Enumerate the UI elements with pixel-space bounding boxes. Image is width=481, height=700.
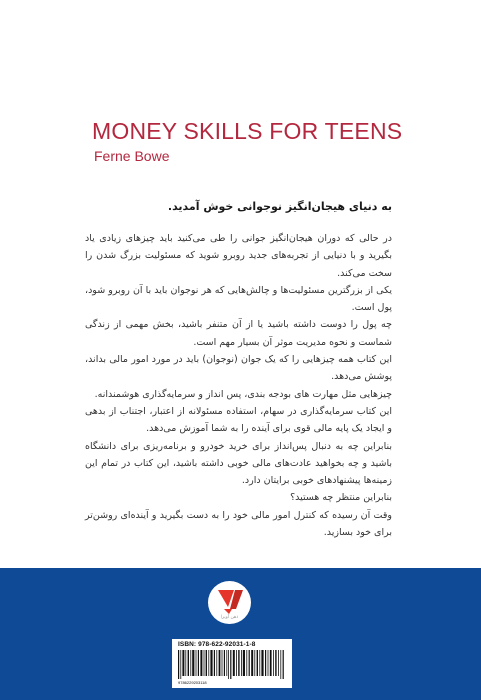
barcode-bars — [178, 650, 286, 679]
blurb-heading: به دنیای هیجان‌انگیز نوجوانی خوش آمدید. — [167, 200, 392, 213]
blurb-paragraph: وقت آن رسیده که کنترل امور مالی خود را به دست بگیرید و آینده‌ای روشن‌تر برای خود بسازید. — [85, 509, 392, 539]
blurb-paragraph: این کتاب همه چیزهایی را که یک جوان (نوجوان) باید در مورد امور مالی بداند، پوشش می‌دهد. — [85, 354, 392, 383]
blurb-paragraph: این کتاب سرمایه‌گذاری در سهام، استفاده مسئولانه از اعتبار، اجتناب از بدهی و ایجاد یک پایه مالی قوی برای آینده را به شما آموزش می‌دهد. — [85, 405, 392, 435]
blurb-paragraph: در حالی که دوران هیجان‌انگیز جوانی را طی می‌کنید باید چیزهای زیادی یاد بگیرید و با دنیایی از تجربه‌های جدید روبرو شوید که مسئولیت بزرگ شدن را سخت می‌کند. — [85, 233, 392, 279]
blurb-paragraph: یکی از بزرگترین مسئولیت‌ها و چالش‌هایی که هر نوجوان باید با آن روبرو شود، پول است. — [85, 284, 392, 314]
barcode — [172, 639, 292, 688]
blurb-paragraph: چه پول را دوست داشته باشید یا از آن متنفر باشید، بخش مهمی از زندگی شماست و نحوه مدیریت موثر آن بسیار مهم است. — [85, 319, 392, 348]
book-author: Ferne Bowe — [94, 148, 170, 164]
isbn-label: ISBN: 978-622-92031-1-8 — [178, 641, 256, 648]
blurb-paragraph: بنابراین منتظر چه هستید؟ — [290, 492, 392, 504]
blurb — [85, 198, 392, 541]
book-title: MONEY SKILLS FOR TEENS — [92, 118, 403, 144]
blurb-paragraph: چیزهایی مثل مهارت های بودجه بندی، پس انداز و سرمایه‌گذاری هوشمندانه. — [94, 388, 392, 400]
barcode-digits: 9786229203118 — [178, 680, 207, 685]
publisher-name: ذهن آویزا — [220, 615, 239, 620]
blurb-paragraph: بنابراین چه به دنبال پس‌انداز برای خرید خودرو و برنامه‌ریزی برای دانشگاه باشید و چه بخواهید عادت‌های مالی خوبی داشته باشید، این کتاب در تمام این زمینه‌ها پیشنهادهای خوبی برایتان دارد. — [85, 440, 392, 487]
